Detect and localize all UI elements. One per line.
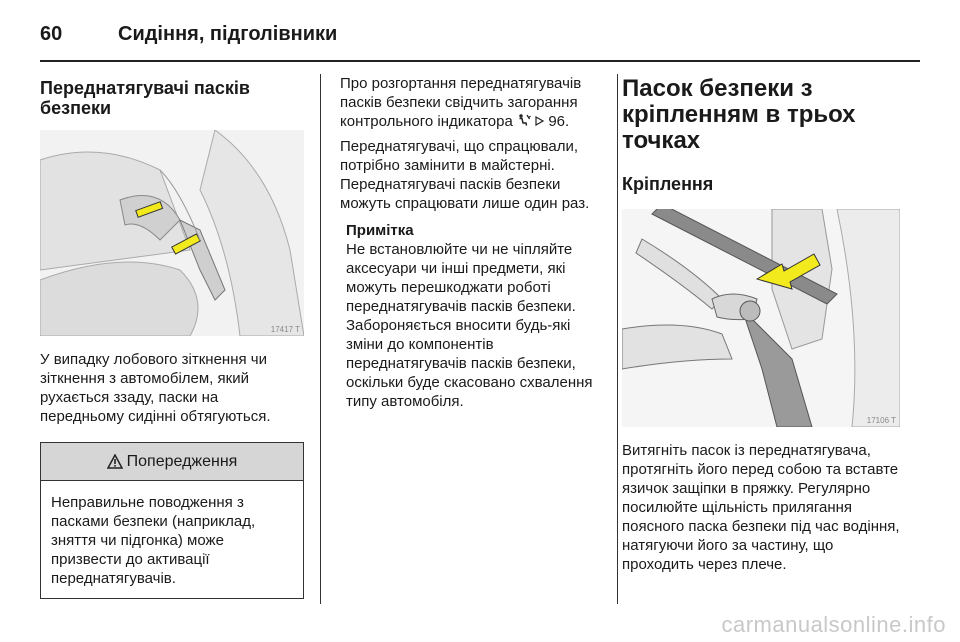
- belt-fastening-figure: [622, 209, 900, 427]
- fastening-instructions: Витягніть пасок із переднатягувача, протягніть його перед собою та вставте язичок защіпки в пряжку. Регулярно посилюйте щільність прилягання поясного паска безпеки під час водіння, натягуючи його за частину, що проходить через плече.: [622, 442, 900, 573]
- column-1: [40, 74, 304, 599]
- pretensioner-description: У випадку лобового зіткнення чи зіткнення з автомобілем, який рухається ззаду, паски на передньому сидінні обтягуються.: [40, 351, 271, 425]
- deployment-text: Про розгортання переднатягувачів пасків безпеки свідчить загорання контрольного індикатора: [340, 75, 582, 130]
- warning-triangle-icon: [107, 454, 123, 469]
- column-2: [340, 74, 606, 411]
- note-title: Примітка: [346, 222, 414, 239]
- page-header: [40, 14, 337, 54]
- fastening-subheading: Кріплення: [622, 174, 714, 194]
- warning-text: Неправильне поводження з пасками безпеки (наприклад, зняття чи підгонка) може призвести до активації переднатягувачів.: [51, 494, 256, 587]
- figure-number: 17417 T: [270, 325, 300, 334]
- section-title: Сидіння, підголівники: [118, 22, 338, 45]
- replacement-paragraph: Переднатягувачі, що спрацювали, потрібно замінити в майстерні. Переднатягувачі пасків безпеки можуть спрацювати лише один раз.: [340, 138, 590, 212]
- column-divider: [320, 74, 321, 604]
- page-number: 60: [40, 22, 63, 45]
- warning-title: Попередження: [126, 452, 238, 470]
- note-text: Не встановлюйте чи не чіпляйте аксесуари чи інші предмети, які можуть перешкоджати роботі переднатягувачів пасків безпеки. Забороняється вносити будь-які зміни до компонентів переднатягувачів пасків безпеки, оскільки буде скасовано схвалення типу автомобіля.: [346, 241, 593, 410]
- belt-fastening-illustration: [622, 209, 900, 427]
- column-divider: [617, 74, 618, 604]
- three-point-belt-heading: Пасок безпеки з кріпленням в трьох точках: [622, 75, 856, 154]
- note-block: [346, 221, 606, 411]
- watermark: carmanualsonline.info: [721, 612, 946, 637]
- warning-header: [41, 443, 303, 481]
- header-divider: [40, 60, 920, 62]
- airbag-indicator-icon: [517, 114, 531, 127]
- pretensioner-figure: [40, 130, 304, 336]
- page-reference-arrow-icon: [535, 116, 544, 126]
- warning-box: [40, 442, 304, 599]
- column-3: [622, 74, 907, 574]
- pretensioner-heading: Переднатягувачі пасків безпеки: [40, 78, 250, 118]
- deployment-paragraph: [340, 74, 606, 131]
- figure-number: 17106 T: [866, 416, 896, 425]
- page-reference[interactable]: 96.: [548, 113, 570, 130]
- seat-belt-buckle-illustration: [40, 130, 304, 336]
